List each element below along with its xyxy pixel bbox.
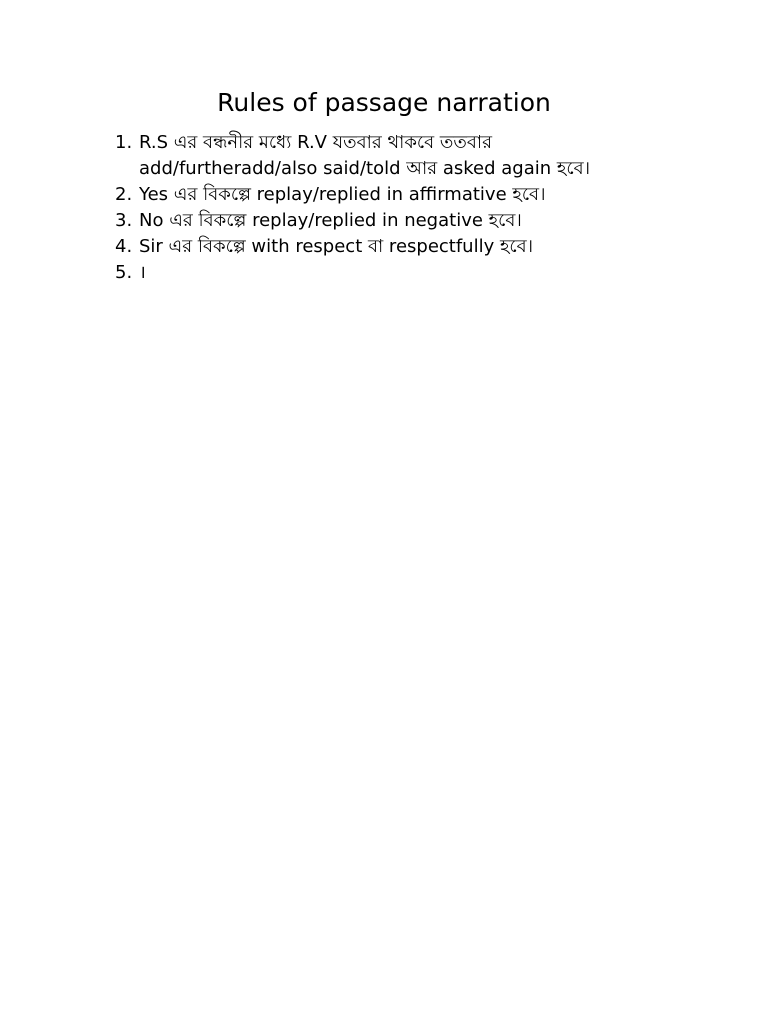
rule-item-1 bbox=[107, 130, 667, 182]
rule-number: 3. bbox=[115, 210, 133, 231]
rule-text: Yes এর বিকল্পে replay/replied in affirmative হবে। bbox=[139, 184, 546, 205]
rule-text: Sir এর বিকল্পে with respect বা respectfully হবে। bbox=[139, 236, 534, 257]
rule-text: R.S এর বন্ধনীর মধ্যে R.V যতবার থাকবে ততবার add/furtheradd/also said/told আর asked again হবে। bbox=[139, 132, 591, 179]
rule-number: 2. bbox=[115, 184, 133, 205]
rules-list bbox=[107, 130, 667, 286]
rule-number: 5. bbox=[115, 262, 133, 283]
rule-number: 1. bbox=[115, 132, 133, 153]
rule-text: No এর বিকল্পে replay/replied in negative হবে। bbox=[139, 210, 522, 231]
rule-text: । bbox=[139, 262, 146, 283]
rule-number: 4. bbox=[115, 236, 133, 257]
rule-item-5 bbox=[107, 260, 667, 286]
rule-item-4 bbox=[107, 234, 667, 260]
rule-item-3 bbox=[107, 208, 667, 234]
rule-item-2 bbox=[107, 182, 667, 208]
document-title: Rules of passage narration bbox=[217, 88, 551, 117]
